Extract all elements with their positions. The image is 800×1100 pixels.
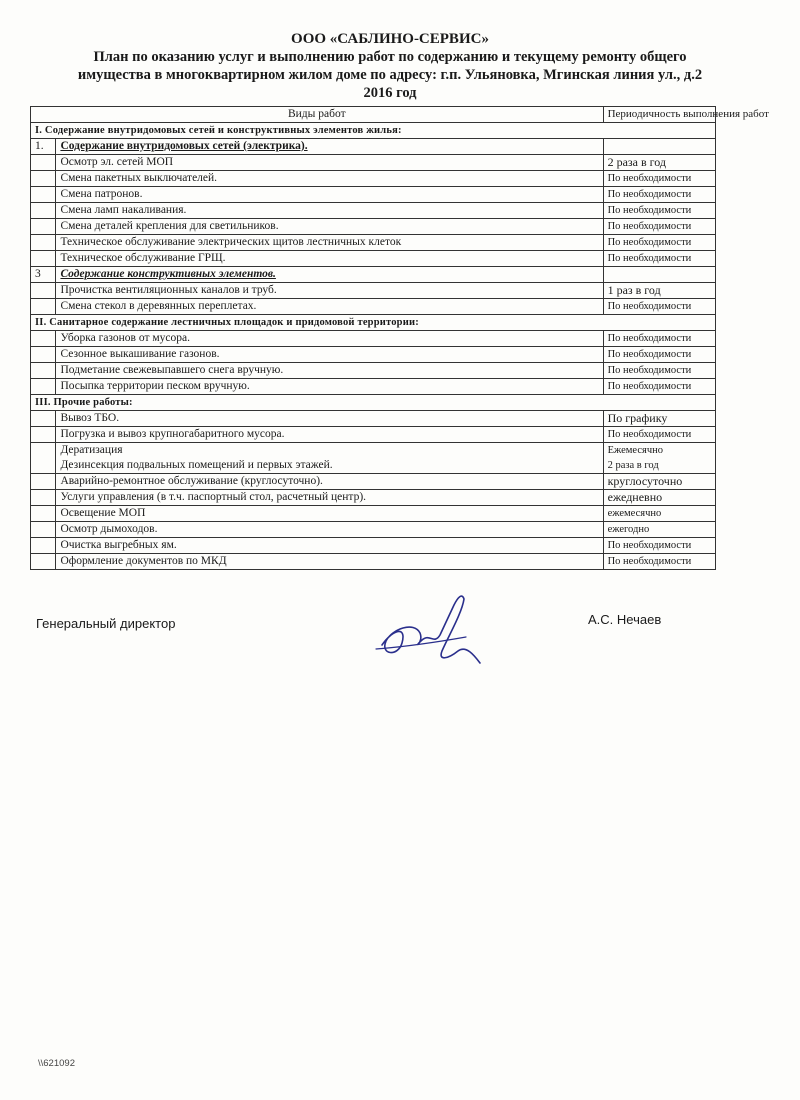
- plan-title-line-2: имущества в многоквартирном жилом доме по адресу: г.п. Ульяновка, Мгинская линия ул., д.2: [77, 67, 703, 83]
- work-cell: Очистка выгребных ям.: [56, 538, 603, 554]
- table-row: [31, 474, 716, 490]
- work-cell: Техническое обслуживание ГРЩ.: [56, 251, 603, 267]
- work-cell: Осмотр эл. сетей МОП: [56, 155, 603, 171]
- works-table: [30, 106, 769, 570]
- table-header-row: [31, 107, 716, 123]
- section-title-1: I. Содержание внутридомовых сетей и конструктивных элементов жилья:: [31, 123, 716, 139]
- signer-name: А.С. Нечаев: [588, 612, 662, 627]
- table-row: [31, 427, 716, 443]
- table-row: [31, 379, 716, 395]
- frequency-line: Ежемесячно: [607, 445, 663, 456]
- table-row: [31, 506, 716, 522]
- table-row: [31, 283, 716, 299]
- table-row: [31, 538, 716, 554]
- frequency-cell: По необходимости: [603, 347, 715, 363]
- work-cell: Смена стекол в деревянных переплетах.: [56, 299, 603, 315]
- table-row: [31, 155, 716, 171]
- frequency-cell: ежегодно: [603, 522, 715, 538]
- frequency-cell: По необходимости: [603, 538, 715, 554]
- table-row: [31, 299, 716, 315]
- plan-title-line-1: План по оказанию услуг и выполнению работ по содержанию и текущему ремонту общего: [93, 49, 687, 65]
- subsection-title: Содержание конструктивных элементов.: [56, 267, 603, 283]
- work-cell: Подметание свежевыпавшего снега вручную.: [56, 363, 603, 379]
- document-id: \\621092: [38, 1058, 75, 1069]
- table-row: [31, 331, 716, 347]
- work-cell: Уборка газонов от мусора.: [56, 331, 603, 347]
- document-header: [20, 30, 760, 102]
- handwritten-signature: [362, 585, 492, 685]
- frequency-cell: круглосуточно: [603, 474, 715, 490]
- subsection-row-3: [31, 267, 716, 283]
- section-row-1: [31, 123, 716, 139]
- frequency-cell: По необходимости: [603, 331, 715, 347]
- frequency-line: 2 раза в год: [607, 460, 659, 471]
- work-cell: Смена деталей крепления для светильников.: [56, 219, 603, 235]
- work-cell: Вывоз ТБО.: [56, 411, 603, 427]
- work-cell: Освещение МОП: [56, 506, 603, 522]
- table-row: [31, 411, 716, 427]
- table-row: [31, 171, 716, 187]
- table-row: [31, 251, 716, 267]
- frequency-cell: 2 раза в год: [603, 155, 715, 171]
- work-cell: Смена патронов.: [56, 187, 603, 203]
- table-row: [31, 235, 716, 251]
- work-cell: Оформление документов по МКД: [56, 554, 603, 570]
- frequency-cell: По необходимости: [603, 235, 715, 251]
- frequency-cell: [603, 443, 715, 474]
- table-row: [31, 347, 716, 363]
- work-cell: Услуги управления (в т.ч. паспортный стол, расчетный центр).: [56, 490, 603, 506]
- section-title-2: II. Санитарное содержание лестничных площадок и придомовой территории:: [31, 315, 716, 331]
- column-header-frequency: Периодичность выполнения работ: [603, 107, 715, 123]
- frequency-cell: ежедневно: [603, 490, 715, 506]
- plan-year: 2016 год: [363, 85, 417, 101]
- table-row: [31, 187, 716, 203]
- table-row: [31, 443, 716, 474]
- work-cell: Осмотр дымоходов.: [56, 522, 603, 538]
- signer-position: Генеральный директор: [36, 616, 176, 631]
- subsection-number: 1.: [31, 139, 56, 155]
- frequency-cell: По необходимости: [603, 299, 715, 315]
- work-cell: Погрузка и вывоз крупногабаритного мусора.: [56, 427, 603, 443]
- section-row-3: [31, 395, 716, 411]
- frequency-cell: По необходимости: [603, 187, 715, 203]
- frequency-cell: По необходимости: [603, 203, 715, 219]
- subsection-number: 3: [31, 267, 56, 283]
- table-row: [31, 522, 716, 538]
- table-row: [31, 490, 716, 506]
- work-cell: [56, 443, 603, 474]
- frequency-cell: По необходимости: [603, 171, 715, 187]
- table-row: [31, 363, 716, 379]
- frequency-cell: По графику: [603, 411, 715, 427]
- frequency-cell: По необходимости: [603, 251, 715, 267]
- frequency-cell: По необходимости: [603, 219, 715, 235]
- work-line: Дератизация: [60, 444, 123, 456]
- section-row-2: [31, 315, 716, 331]
- work-line: Дезинсекция подвальных помещений и первых этажей.: [60, 459, 333, 471]
- column-header-works: Виды работ: [31, 107, 604, 123]
- section-title-3: III. Прочие работы:: [31, 395, 716, 411]
- table-row: [31, 203, 716, 219]
- work-cell: Сезонное выкашивание газонов.: [56, 347, 603, 363]
- table-row: [31, 219, 716, 235]
- work-cell: Смена пакетных выключателей.: [56, 171, 603, 187]
- work-cell: Прочистка вентиляционных каналов и труб.: [56, 283, 603, 299]
- subsection-title: Содержание внутридомовых сетей (электрика).: [56, 139, 603, 155]
- frequency-cell: ежемесячно: [603, 506, 715, 522]
- frequency-cell: 1 раз в год: [603, 283, 715, 299]
- table-row: [31, 554, 716, 570]
- subsection-row-1: [31, 139, 716, 155]
- frequency-cell: По необходимости: [603, 363, 715, 379]
- work-cell: Смена ламп накаливания.: [56, 203, 603, 219]
- company-name: ООО «САБЛИНО-СЕРВИС»: [291, 31, 489, 47]
- work-cell: Посыпка территории песком вручную.: [56, 379, 603, 395]
- work-cell: Техническое обслуживание электрических щитов лестничных клеток: [56, 235, 603, 251]
- frequency-cell: По необходимости: [603, 554, 715, 570]
- work-cell: Аварийно-ремонтное обслуживание (круглосуточно).: [56, 474, 603, 490]
- frequency-cell: По необходимости: [603, 427, 715, 443]
- frequency-cell: По необходимости: [603, 379, 715, 395]
